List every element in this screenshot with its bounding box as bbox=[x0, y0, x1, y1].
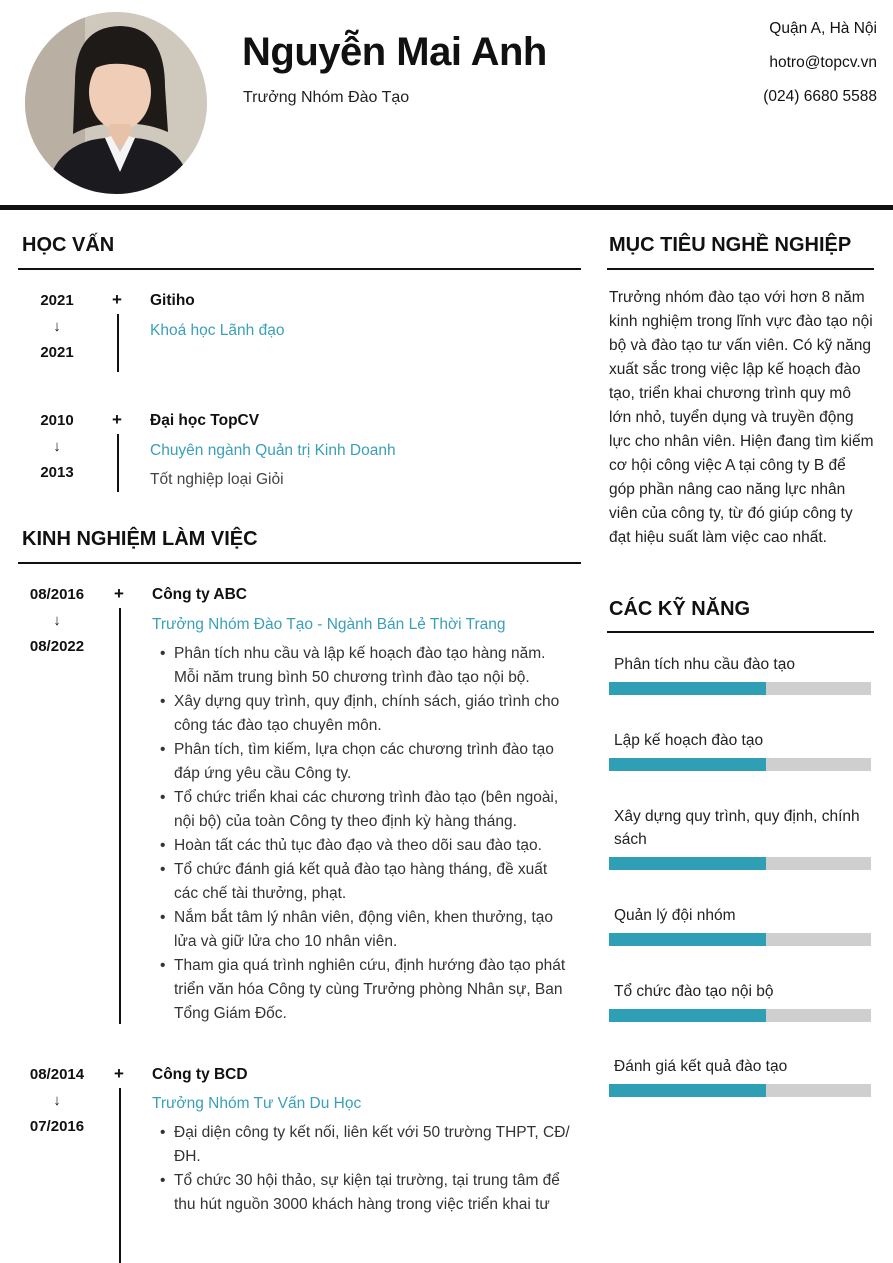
skills-heading: CÁC KỸ NĂNG bbox=[609, 598, 751, 620]
skill-bar bbox=[609, 1009, 871, 1022]
timeline-line bbox=[119, 1088, 121, 1263]
plus-icon: + bbox=[112, 410, 122, 429]
email[interactable]: hotro@topcv.vn bbox=[769, 54, 877, 71]
skill-label: Tổ chức đào tạo nội bộ bbox=[614, 983, 774, 1000]
timeline-line bbox=[117, 434, 119, 492]
list-item: • Xây dựng quy trình, quy định, chính sách, giáo trình cho công tác đào tạo chuyên môn. bbox=[160, 690, 570, 738]
address: Quận A, Hà Nội bbox=[769, 20, 877, 37]
timeline-line bbox=[119, 608, 121, 1024]
timeline-line bbox=[117, 314, 119, 372]
skill-item bbox=[609, 904, 871, 946]
skill-bar-fill bbox=[609, 1084, 766, 1097]
section-divider bbox=[607, 631, 874, 633]
start-date: 2010 bbox=[40, 412, 74, 429]
skill-item bbox=[609, 653, 871, 695]
skill-item bbox=[609, 729, 871, 771]
end-date: 07/2016 bbox=[29, 1118, 85, 1135]
skill-bar bbox=[609, 933, 871, 946]
skill-bar bbox=[609, 682, 871, 695]
start-date: 08/2016 bbox=[29, 586, 85, 603]
phone[interactable]: (024) 6680 5588 bbox=[763, 88, 877, 105]
skill-item bbox=[609, 805, 871, 870]
experience-item bbox=[18, 586, 578, 1026]
skill-label: Quản lý đội nhóm bbox=[614, 907, 736, 924]
list-item: • Nắm bắt tâm lý nhân viên, động viên, khen thưởng, tạo lửa và giữ lửa cho 10 nhân viên. bbox=[160, 906, 570, 954]
education-heading: HỌC VẤN bbox=[22, 234, 115, 256]
arrow-down-icon: ↓ bbox=[53, 1092, 61, 1109]
plus-icon: + bbox=[114, 1064, 124, 1083]
skill-bar-fill bbox=[609, 1009, 766, 1022]
skill-bar-fill bbox=[609, 758, 766, 771]
education-item bbox=[18, 410, 578, 495]
course-name: Khoá học Lãnh đạo bbox=[150, 322, 285, 339]
plus-icon: + bbox=[114, 584, 124, 603]
candidate-name: Nguyễn Mai Anh bbox=[242, 30, 547, 74]
list-item: • Tham gia quá trình nghiên cứu, định hướng đào tạo phát triển văn hóa Công ty cùng Trưởng phòng Nhân sự, Ban Tổng Giám Đốc. bbox=[160, 954, 570, 1026]
header-divider bbox=[0, 205, 893, 210]
skill-bar-fill bbox=[609, 933, 766, 946]
section-divider bbox=[607, 268, 874, 270]
position-title: Trưởng Nhóm Đào Tạo - Ngành Bán Lẻ Thời Trang bbox=[152, 616, 506, 633]
skill-bar bbox=[609, 857, 871, 870]
avatar bbox=[25, 12, 207, 194]
skill-bar-fill bbox=[609, 682, 766, 695]
responsibility-list bbox=[160, 642, 570, 1026]
company-name: Công ty BCD bbox=[152, 1066, 248, 1083]
company-name: Công ty ABC bbox=[152, 586, 247, 603]
skill-item bbox=[609, 980, 871, 1022]
profile-photo bbox=[25, 12, 207, 194]
experience-heading: KINH NGHIỆM LÀM VIỆC bbox=[22, 528, 258, 550]
skill-label: Đánh giá kết quả đào tạo bbox=[614, 1058, 788, 1075]
start-date: 2021 bbox=[40, 292, 74, 309]
list-item: • Phân tích nhu cầu và lập kế hoạch đào tạo hàng năm. Mỗi năm trung bình 50 chương trình đào tạo nội bộ. bbox=[160, 642, 570, 690]
list-item: • Tổ chức triển khai các chương trình đào tạo (bên ngoài, nội bộ) của toàn Công ty theo định kỳ hàng tháng. bbox=[160, 786, 570, 834]
list-item: • Hoàn tất các thủ tục đào đạo và theo dõi sau đào tạo. bbox=[160, 834, 570, 858]
arrow-down-icon: ↓ bbox=[53, 318, 61, 335]
arrow-down-icon: ↓ bbox=[53, 438, 61, 455]
school-name: Gitiho bbox=[150, 292, 195, 309]
graduation-note: Tốt nghiệp loại Giỏi bbox=[150, 471, 284, 488]
skill-bar-fill bbox=[609, 857, 766, 870]
start-date: 08/2014 bbox=[29, 1066, 85, 1083]
section-divider bbox=[18, 268, 581, 270]
list-item: • Đại diện công ty kết nối, liên kết với 50 trường THPT, CĐ/ ĐH. bbox=[160, 1121, 570, 1169]
end-date: 08/2022 bbox=[29, 638, 85, 655]
major-name: Chuyên ngành Quản trị Kinh Doanh bbox=[150, 442, 396, 459]
end-date: 2021 bbox=[40, 344, 74, 361]
school-name: Đại học TopCV bbox=[150, 412, 260, 429]
contact-info bbox=[763, 20, 877, 122]
list-item: • Phân tích, tìm kiếm, lựa chọn các chương trình đào tạo đáp ứng yêu cầu Công ty. bbox=[160, 738, 570, 786]
skill-item bbox=[609, 1055, 871, 1097]
skill-bar bbox=[609, 1084, 871, 1097]
section-divider bbox=[18, 562, 581, 564]
skill-label: Phân tích nhu cầu đào tạo bbox=[614, 656, 795, 673]
list-item: • Tổ chức 30 hội thảo, sự kiện tại trường, tại trung tâm để thu hút nguồn 3000 khách hàng trong việc triển khai tư bbox=[160, 1169, 570, 1217]
objective-heading: MỤC TIÊU NGHỀ NGHIỆP bbox=[609, 234, 852, 256]
arrow-down-icon: ↓ bbox=[53, 612, 61, 629]
plus-icon: + bbox=[112, 290, 122, 309]
skill-label: Lập kế hoạch đào tạo bbox=[614, 732, 764, 749]
job-title: Trưởng Nhóm Đào Tạo bbox=[243, 89, 410, 106]
education-item bbox=[18, 292, 578, 377]
skill-label: Xây dựng quy trình, quy định, chính sách bbox=[614, 808, 860, 848]
list-item: • Tổ chức đánh giá kết quả đào tạo hàng tháng, đề xuất các chế tài thưởng, phạt. bbox=[160, 858, 570, 906]
skill-bar bbox=[609, 758, 871, 771]
responsibility-list bbox=[160, 1121, 570, 1217]
end-date: 2013 bbox=[40, 464, 74, 481]
experience-item bbox=[18, 1064, 578, 1263]
position-title: Trưởng Nhóm Tư Vấn Du Học bbox=[152, 1095, 362, 1112]
objective-text: Trưởng nhóm đào tạo với hơn 8 năm kinh nghiệm trong lĩnh vực đào tạo nội bộ và đào tạo tư vấn viên. Có kỹ năng xuất sắc trong việc lập kế hoạch đào tạo, triển khai chương trình quy mô lớn nhỏ, tuyển dụng và truyền động lực cho nhân viên. Hiện đang tìm kiếm cơ hội công việc A tại công ty B để góp phần nâng cao năng lực nhân viên của công ty, từ đó giúp công ty đạt hiệu suất làm việc cao nhất. bbox=[609, 289, 874, 546]
